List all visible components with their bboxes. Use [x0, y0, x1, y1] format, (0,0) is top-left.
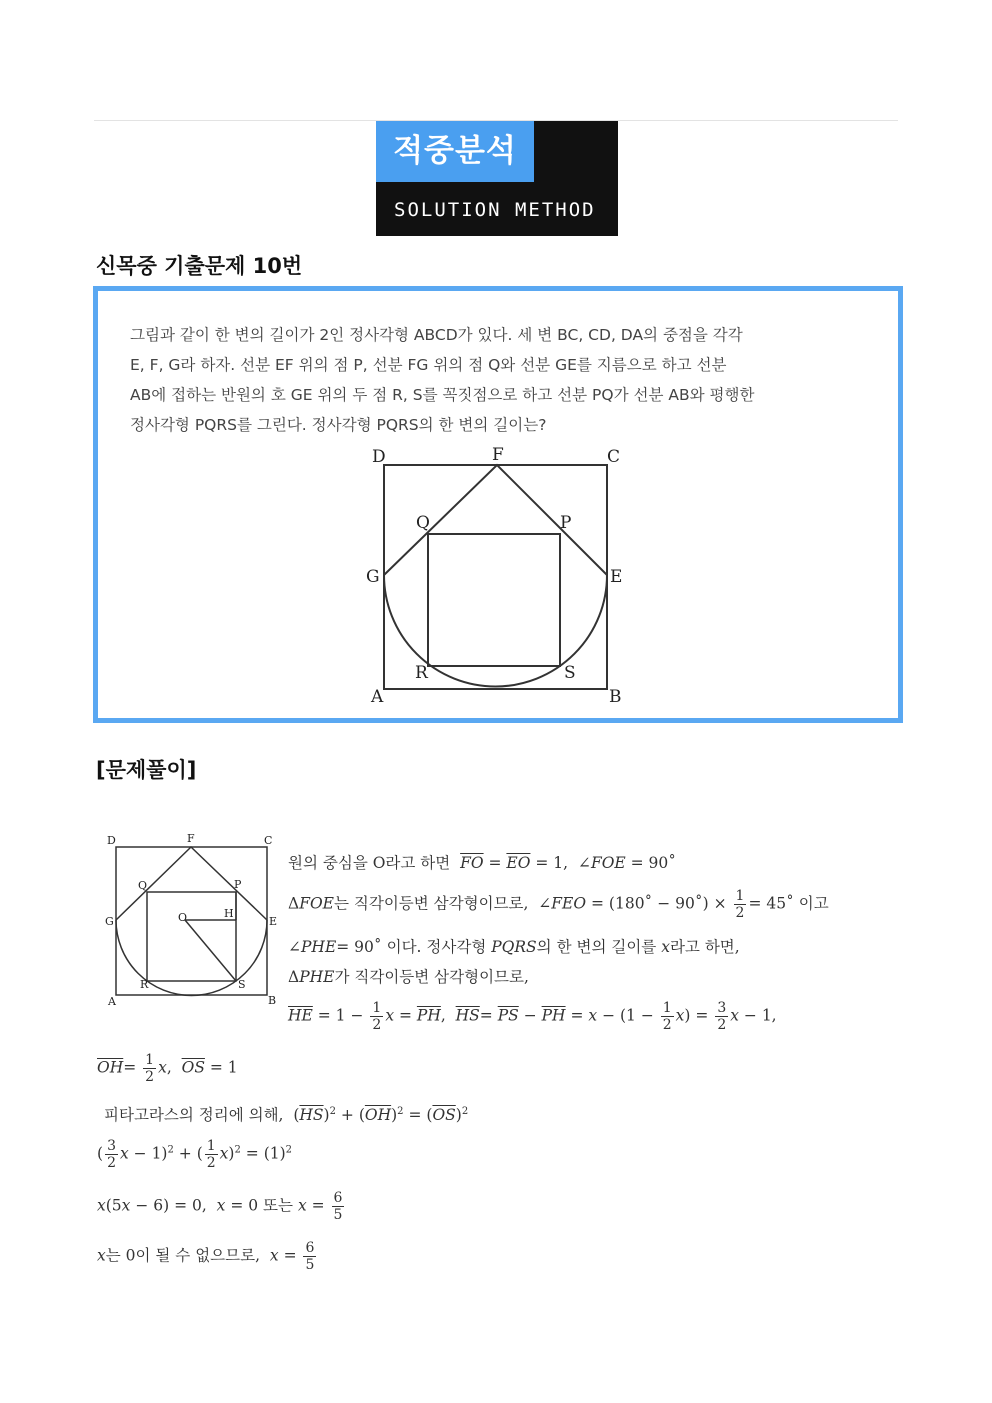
question-title: 신목중 기출문제 10번: [96, 254, 303, 278]
solution-banner: [376, 121, 618, 236]
label-e: E: [610, 567, 623, 587]
label-o: O: [178, 911, 188, 924]
solution-figure: [100, 830, 285, 1010]
solution-line-10: x는 0이 될 수 없으므로, x = $\frac{6}{5}$: [97, 1240, 315, 1273]
label-c: C: [607, 447, 621, 467]
solution-line-9: x(5x − 6) = 0, x = 0 또는 x = $\frac{6}{5}$: [97, 1190, 343, 1223]
label-s: S: [564, 663, 576, 683]
question-line: 그림과 같이 한 변의 길이가 2인 정사각형 ABCD가 있다. 세 변 BC, CD, DA의 중점을 각각: [130, 326, 743, 344]
solution-line-3: ∠PHE= 90˚ 이다. 정사각형 PQRS의 한 변의 길이를 x라고 하면,: [288, 938, 740, 956]
label-h: H: [224, 907, 234, 920]
square-abcd: [116, 847, 267, 995]
solution-line-5: $\overline{HE} = 1$ − $\frac{1}{2}$ $x = \overline{PH}$, $\overline{HS}= \overline{PS} - \overline{PH} = x - (1$ − $\frac{1}{2}$ x) = $\frac{3}{2}$ x − 1,: [288, 1000, 777, 1033]
solution-line-2: ΔFOE는 직각이등변 삼각형이므로, ∠FEO = (180˚ − 90˚) × $\frac{1}{2}$ = 45˚ 이고: [288, 888, 829, 921]
label-r: R: [415, 663, 428, 683]
label-e: E: [269, 915, 278, 928]
label-r: R: [140, 978, 149, 991]
label-p: P: [560, 513, 572, 533]
label-p: P: [234, 878, 242, 891]
label-g: G: [366, 567, 380, 587]
label-c: C: [264, 834, 273, 847]
solution-line-1: 원의 중심을 O라고 하면 $\overline{FO} = \overline{EO} = 1$, ∠FOE = 90˚: [288, 854, 677, 872]
banner-title: 적중분석: [376, 121, 534, 182]
banner-subtitle: SOLUTION METHOD: [394, 199, 596, 221]
solution-line-7: 피타고라스의 정리에 의해, $(\overline{HS})^2 + (\overline{OH})^2 = (\overline{OS})^2$: [104, 1105, 469, 1124]
solution-line-6: $\overline{OH}=$ $\frac{1}{2}$ x, $\overline{OS} = 1$: [97, 1052, 238, 1085]
question-line: E, F, G라 하자. 선분 EF 위의 점 P, 선분 FG 위의 점 Q와 선분 GE를 지름으로 하고 선분: [130, 356, 727, 374]
square-pqrs: [428, 534, 560, 666]
label-b: B: [609, 687, 622, 707]
solution-title: [문제풀이]: [96, 758, 197, 782]
solution-line-4: ΔPHE가 직각이등변 삼각형이므로,: [288, 968, 529, 986]
label-f: F: [492, 445, 504, 465]
label-b: B: [268, 994, 277, 1007]
fraction-half: $\frac{1}{2}$: [735, 888, 745, 921]
label-q: Q: [138, 879, 148, 892]
label-d: D: [107, 834, 116, 847]
label-f: F: [187, 832, 195, 845]
label-q: Q: [416, 513, 430, 533]
square-pqrs: [147, 892, 236, 981]
solution-line-8: ( $\frac{3}{2}$ x − 1)$^2$ + ( $\frac{1}{2}$ $x)^2 = (1)^2$: [97, 1138, 293, 1171]
label-g: G: [105, 915, 114, 928]
question-figure: [360, 440, 640, 710]
question-line: 정사각형 PQRS를 그린다. 정사각형 PQRS의 한 변의 길이는?: [130, 416, 547, 434]
question-line: AB에 접하는 반원의 호 GE 위의 두 점 R, S를 꼭짓점으로 하고 선분 PQ가 선분 AB와 평행한: [130, 386, 755, 404]
label-s: S: [238, 978, 246, 991]
label-d: D: [372, 447, 386, 467]
label-a: A: [371, 687, 384, 707]
segment-os: [185, 920, 236, 981]
label-a: A: [108, 995, 116, 1008]
question-text: [130, 320, 830, 440]
